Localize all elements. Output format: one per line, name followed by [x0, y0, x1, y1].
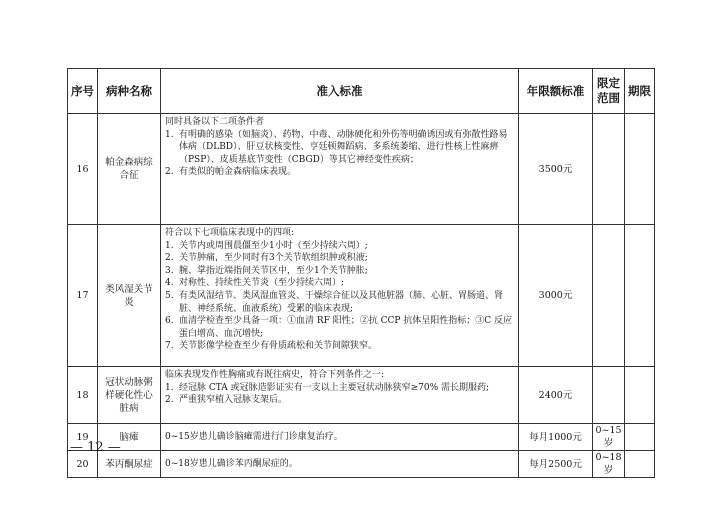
criteria-item-text: 腕、掌指近端指间关节区中，至少1个关节肿胀;	[179, 265, 368, 276]
criteria-item	[165, 290, 515, 315]
criteria-intro: 0~18岁患儿确诊苯丙酮尿症的。	[165, 458, 298, 469]
row-period	[625, 451, 655, 478]
criteria-item	[165, 315, 515, 340]
row-annual-limit: 每月2500元	[519, 451, 593, 478]
criteria-intro: 临床表现发作性胸痛或有既往病史，符合下列条件之一:	[165, 370, 385, 380]
row-period	[625, 114, 655, 225]
table-row	[68, 424, 655, 451]
criteria-item-text: 关节内或周围晨僵至少1小时（至少持续六周）;	[179, 240, 368, 251]
criteria-item-number: 7.	[165, 341, 174, 352]
row-seq: 16	[68, 114, 98, 225]
criteria-item-text: 关节肿痛，至少同时有3个关节软组织肿或积液;	[179, 253, 368, 264]
criteria-intro: 符合以下七项临床表现中的四项:	[165, 228, 295, 238]
criteria-item-text: 经冠脉 CTA 或冠脉造影证实有一支以上主要冠状动脉狭窄≥70% 需长期服药;	[179, 382, 490, 393]
criteria-item-number: 2.	[165, 167, 174, 178]
criteria-item	[165, 394, 515, 407]
criteria-item-text: 严重狭窄植入冠脉支架后。	[179, 395, 288, 406]
row-seq: 18	[68, 367, 98, 424]
disease-criteria-table	[67, 68, 655, 478]
row-seq: 20	[68, 451, 98, 478]
header-disease: 病种名称	[98, 69, 161, 114]
criteria-item-number: 2.	[165, 253, 174, 264]
table-row	[68, 367, 655, 424]
row-annual-limit: 3000元	[519, 225, 593, 367]
row-criteria	[161, 451, 519, 478]
row-period	[625, 424, 655, 451]
criteria-item	[165, 265, 515, 278]
header-criteria: 准入标准	[161, 69, 519, 114]
header-scope: 限定范围	[593, 69, 625, 114]
table-row	[68, 225, 655, 367]
criteria-item-text: 有类风湿结节、类风湿血管炎、干燥综合征以及其他脏器（肺、心脏、胃肠道、肾脏、神经系统、血液系统）受累的临床表现;	[179, 290, 504, 314]
criteria-item-text: 有明确的感染（如脑炎）、药物、中毒、动脉硬化和外伤等明确诱因或有弥散性路易体病（DLBD）、肝豆状核变性、亨廷顿舞蹈病、多系统萎缩、进行性核上性麻痹（PSP）、皮质基底节变性（CBGD）等其它神经变性疾病；	[179, 129, 508, 165]
row-disease: 类风湿关节炎	[98, 225, 161, 367]
page-number: — 12 —	[70, 440, 121, 455]
criteria-item	[165, 129, 515, 167]
criteria-item	[165, 277, 515, 290]
row-scope	[593, 114, 625, 225]
row-annual-limit: 2400元	[519, 367, 593, 424]
table-body	[68, 114, 655, 478]
row-criteria	[161, 114, 519, 225]
criteria-item-text: 对称性、持续性关节炎（至少持续六周）;	[179, 278, 345, 289]
header-period: 期限	[625, 69, 655, 114]
criteria-item-number: 2.	[165, 395, 174, 406]
criteria-item	[165, 252, 515, 265]
criteria-item-text: 血清学检查至少具备一项：①血清 RF 阳性；②抗 CCP 抗体呈阳性指标；③C 反应蛋白增高、血沉增快;	[179, 316, 513, 339]
criteria-item-number: 5.	[165, 290, 174, 301]
row-scope	[593, 367, 625, 424]
row-disease: 冠状动脉粥样硬化性心脏病	[98, 367, 161, 424]
criteria-intro: 同时具备以下二项条件者	[165, 117, 265, 127]
criteria-item-number: 3.	[165, 265, 174, 276]
criteria-item	[165, 340, 515, 353]
table-header-row	[68, 69, 655, 114]
criteria-item-number: 1.	[165, 382, 174, 393]
row-scope	[593, 225, 625, 367]
criteria-item-number: 1.	[165, 129, 174, 140]
row-scope: 0~18岁	[593, 451, 625, 478]
table-row	[68, 114, 655, 225]
criteria-intro: 0~15岁患儿确诊脑瘫需进行门诊康复治疗。	[165, 431, 343, 442]
row-scope: 0~15岁	[593, 424, 625, 451]
row-disease: 苯丙酮尿症	[98, 451, 161, 478]
row-period	[625, 225, 655, 367]
criteria-item-text: 有类似的帕金森病临床表现。	[179, 167, 297, 178]
row-criteria	[161, 367, 519, 424]
criteria-item	[165, 240, 515, 253]
criteria-item	[165, 166, 515, 179]
row-criteria	[161, 424, 519, 451]
table-row	[68, 451, 655, 478]
criteria-item-number: 6.	[165, 316, 174, 327]
row-criteria	[161, 225, 519, 367]
row-seq: 17	[68, 225, 98, 367]
row-disease: 脑瘫	[98, 424, 161, 451]
criteria-item	[165, 382, 515, 395]
row-period	[625, 367, 655, 424]
row-disease: 帕金森病综合征	[98, 114, 161, 225]
criteria-item-number: 1.	[165, 240, 174, 251]
row-annual-limit: 每月1000元	[519, 424, 593, 451]
header-annual-limit: 年限额标准	[519, 69, 593, 114]
header-seq: 序号	[68, 69, 98, 114]
row-seq: 19	[68, 424, 98, 451]
criteria-item-number: 4.	[165, 278, 174, 289]
row-annual-limit: 3500元	[519, 114, 593, 225]
criteria-item-text: 关节影像学检查至少有骨质疏松和关节间隙狭窄。	[179, 341, 378, 352]
